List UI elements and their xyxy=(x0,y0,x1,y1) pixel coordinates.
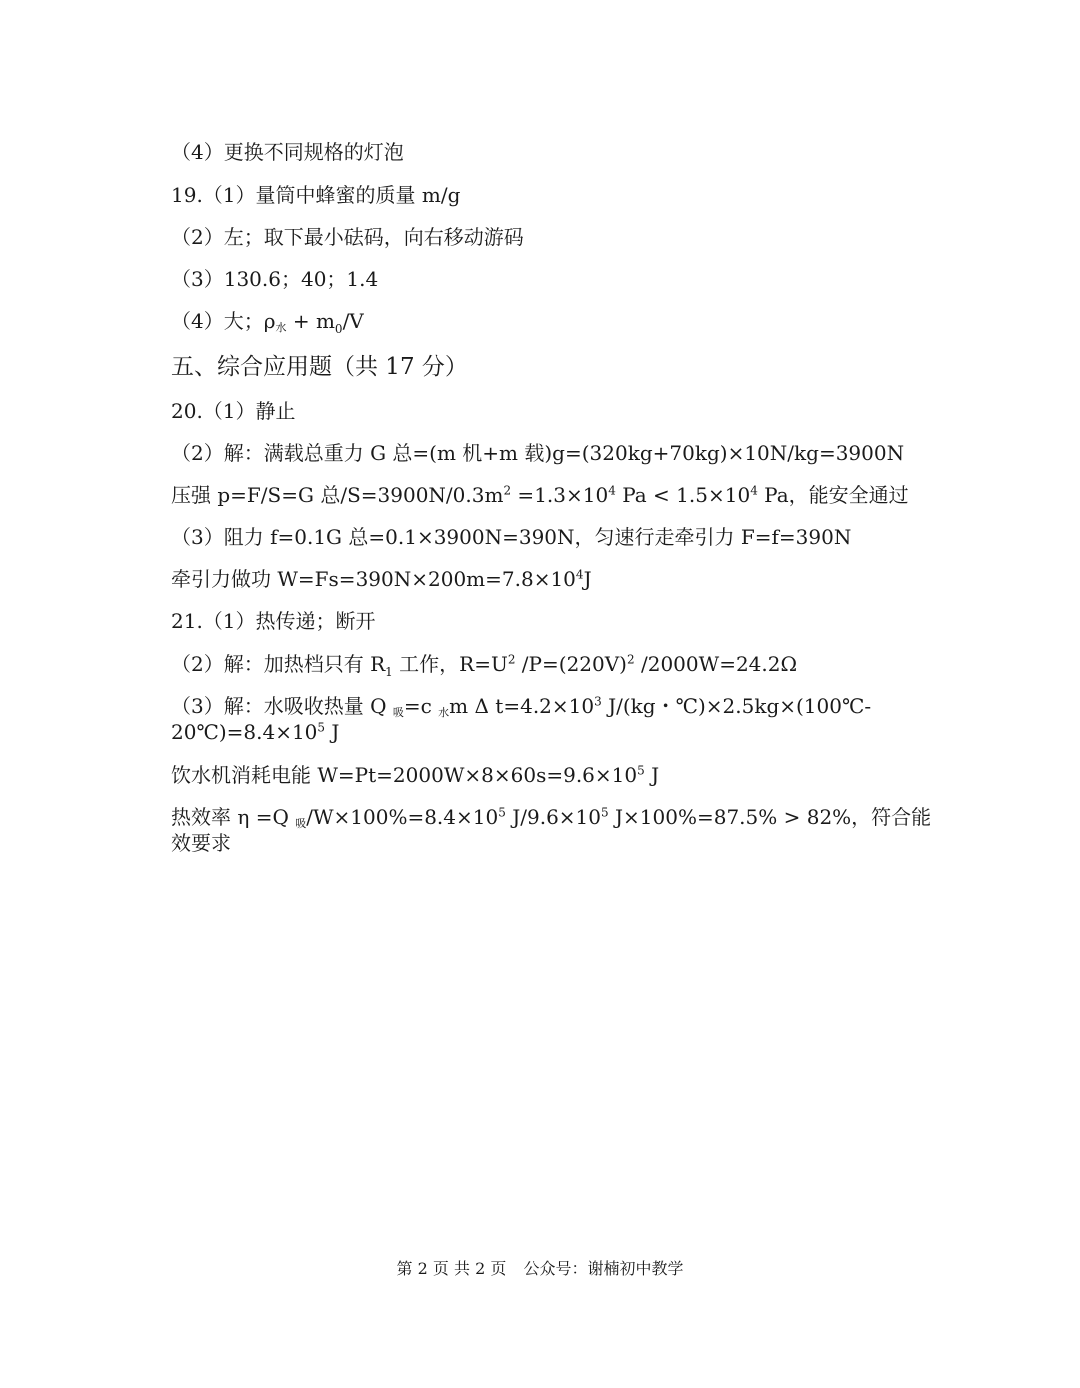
answer-19-3: （3）130.6；40；1.4 xyxy=(171,267,379,291)
answer-21-3-energy xyxy=(171,761,911,789)
pressure-text: Pa，能安全通过 xyxy=(757,483,909,507)
efficiency-text: 热效率 η =Q xyxy=(171,805,296,829)
answer-20-2-pressure xyxy=(171,481,911,509)
answer-19-4-text: （4）大；ρ xyxy=(171,309,276,333)
work-text: 牵引力做功 W=Fs=390N×200m=7.8×10 xyxy=(171,567,576,591)
superscript: 5 xyxy=(317,720,326,735)
subscript: 1 xyxy=(385,665,393,679)
resistance-text: /2000W=24.2Ω xyxy=(634,652,798,676)
answer-21-3-efficiency xyxy=(171,803,932,831)
subscript-absorb: 吸 xyxy=(295,817,307,830)
answer-18-4: （4）更换不同规格的灯泡 xyxy=(171,140,404,164)
answer-21-3 xyxy=(171,692,911,720)
answer-20-3-work xyxy=(171,565,911,593)
answer-19-4-text: /V xyxy=(342,309,364,333)
heat-text: J/(kg・℃)×2.5kg×(100℃- xyxy=(601,694,872,718)
superscript: 2 xyxy=(507,652,516,667)
superscript: 4 xyxy=(608,483,616,498)
heat-text: 20℃)=8.4×10 xyxy=(171,720,318,744)
superscript: 5 xyxy=(601,805,609,820)
heat-text: m Δ t=4.2×10 xyxy=(449,694,595,718)
answer-19-4 xyxy=(171,307,911,335)
page-footer xyxy=(0,1258,1080,1280)
answer-19-1: 19.（1）量筒中蜂蜜的质量 m/g xyxy=(171,183,461,207)
efficiency-text: J×100%=87.5% > 82%，符合能 xyxy=(608,805,932,829)
energy-text: 饮水机消耗电能 W=Pt=2000W×8×60s=9.6×10 xyxy=(171,763,638,787)
efficiency-text: /W×100%=8.4×10 xyxy=(306,805,499,829)
answer-20-3: （3）阻力 f=0.1G 总=0.1×3900N=390N，匀速行走牵引力 F=f=390N xyxy=(171,525,852,549)
subscript-water: 水 xyxy=(275,321,287,334)
pressure-text: Pa < 1.5×10 xyxy=(615,483,751,507)
answer-21-2 xyxy=(171,650,911,678)
superscript: 2 xyxy=(503,483,512,498)
efficiency-text: J/9.6×10 xyxy=(505,805,602,829)
answer-19-2: （2）左；取下最小砝码，向右移动游码 xyxy=(171,225,524,249)
resistance-text: （2）解：加热档只有 R xyxy=(171,652,386,676)
superscript: 4 xyxy=(750,483,758,498)
work-text: J xyxy=(583,567,592,591)
superscript: 4 xyxy=(575,567,584,582)
resistance-text: /P=(220V) xyxy=(515,652,627,676)
section-heading: 五、综合应用题（共 17 分） xyxy=(171,354,468,380)
answer-21-1: 21.（1）热传递；断开 xyxy=(171,609,376,633)
heat-text: =c xyxy=(403,694,439,718)
answer-21-3-cont xyxy=(171,718,911,746)
footer-account: 公众号：谢楠初中教学 xyxy=(523,1259,684,1278)
pressure-text: =1.3×10 xyxy=(511,483,609,507)
heat-text: （3）解：水吸收热量 Q xyxy=(171,694,393,718)
pressure-text: 压强 p=F/S=G 总/S=3900N/0.3m xyxy=(171,483,504,507)
subscript-zero: 0 xyxy=(334,322,343,336)
superscript: 5 xyxy=(637,763,645,778)
page-number: 第 2 页 共 2 页 xyxy=(396,1259,507,1278)
energy-text: J xyxy=(644,763,660,787)
heat-text: J xyxy=(325,720,340,744)
superscript: 5 xyxy=(498,805,506,820)
answer-19-4-text: + m xyxy=(286,309,335,333)
resistance-text: 工作，R=U xyxy=(392,652,508,676)
answer-21-3-efficiency-cont: 效要求 xyxy=(171,831,231,855)
subscript-water: 水 xyxy=(438,706,450,719)
answer-20-1: 20.（1）静止 xyxy=(171,399,296,423)
subscript-absorb: 吸 xyxy=(392,706,404,719)
superscript: 3 xyxy=(594,694,602,709)
superscript: 2 xyxy=(627,652,635,667)
answer-20-2: （2）解：满载总重力 G 总=(m 机+m 载)g=(320kg+70kg)×10N/kg=3900N xyxy=(171,441,905,465)
